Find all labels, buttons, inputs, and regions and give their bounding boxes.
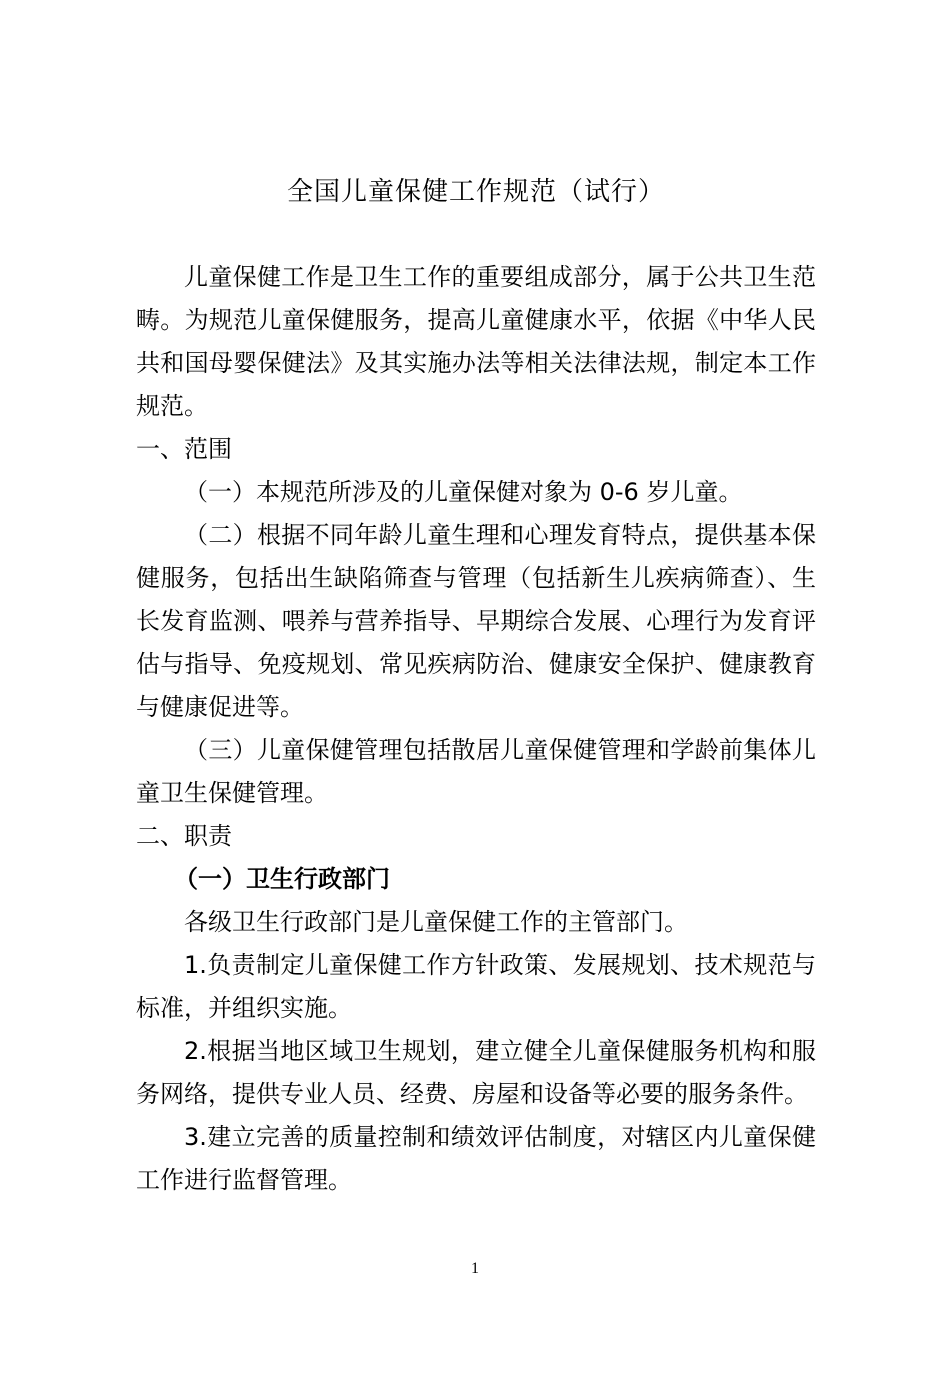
subsection-heading-health-admin: （一）卫生行政部门 — [174, 865, 390, 893]
scope-item-2: （二）根据不同年龄儿童生理和心理发育特点，提供基本保健服务，包括出生缺陷筛查与管理（包括新生儿疾病筛查）、生长发育监测、喂养与营养指导、早期综合发展、心理行为发育评估与指导、免疫规划、常见疾病防治、健康安全保护、健康教育与健康促进等。 — [136, 521, 816, 721]
intro-paragraph: 儿童保健工作是卫生工作的重要组成部分，属于公共卫生范畴。为规范儿童保健服务，提高儿童健康水平，依据《中华人民共和国母婴保健法》及其实施办法等相关法律法规，制定本工作规范。 — [136, 263, 816, 420]
page-number: 1 — [471, 1260, 479, 1277]
duties-paragraph: 各级卫生行政部门是儿童保健工作的主管部门。 — [184, 908, 688, 936]
document-body — [136, 256, 816, 1202]
scope-item-1: （一）本规范所涉及的儿童保健对象为 0-6 岁儿童。 — [184, 478, 743, 506]
section-heading-duties: 二、职责 — [136, 822, 232, 850]
document-title: 全国儿童保健工作规范（试行） — [286, 177, 665, 207]
section-heading-scope: 一、范围 — [136, 435, 232, 463]
duties-item-1: 1.负责制定儿童保健工作方针政策、发展规划、技术规范与标准，并组织实施。 — [136, 951, 816, 1022]
duties-item-3: 3.建立完善的质量控制和绩效评估制度，对辖区内儿童保健工作进行监督管理。 — [136, 1123, 816, 1194]
duties-item-2: 2.根据当地区域卫生规划，建立健全儿童保健服务机构和服务网络，提供专业人员、经费、房屋和设备等必要的服务条件。 — [136, 1037, 816, 1108]
scope-item-3: （三）儿童保健管理包括散居儿童保健管理和学龄前集体儿童卫生保健管理。 — [136, 736, 816, 807]
